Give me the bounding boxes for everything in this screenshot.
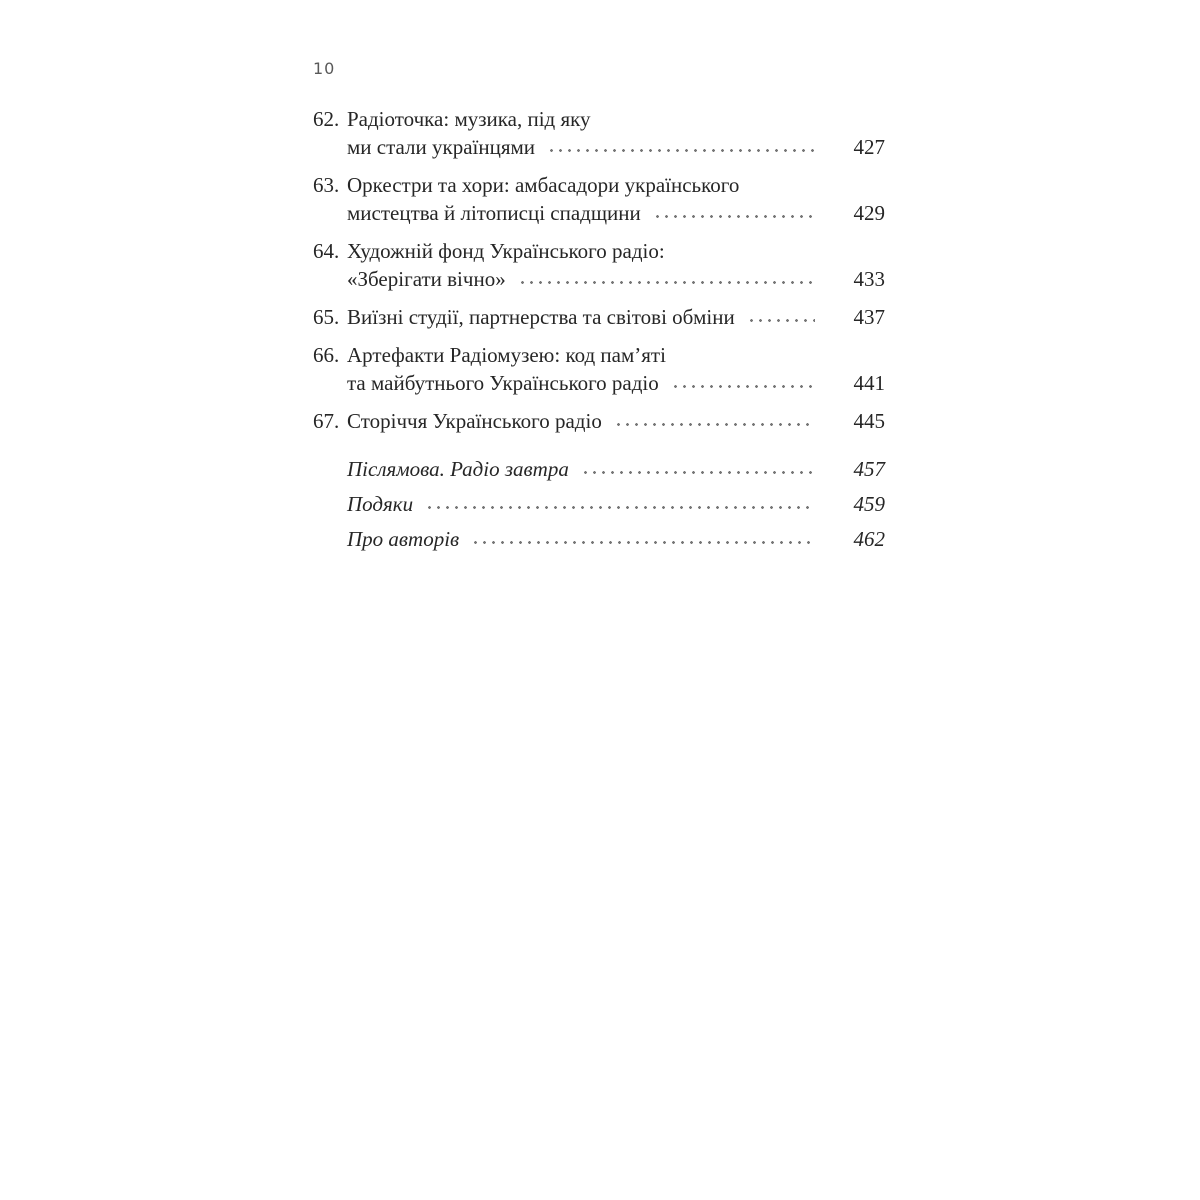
entry-number: 64. [313, 239, 340, 263]
dot-leader [614, 423, 815, 426]
entry-final-line [347, 303, 885, 331]
toc-entry [313, 341, 885, 397]
toc-entry [313, 237, 885, 293]
dot-leader [747, 319, 815, 322]
entry-title-line: Артефакти Радіомузею: код пам’яті [347, 343, 666, 367]
entry-title-line: Оркестри та хори: амбасадори українського [347, 173, 740, 197]
entry-title-line: Сторіччя Українського радіо [347, 409, 602, 433]
backmatter-title: Післямова. Радіо завтра [347, 457, 569, 481]
toc-entry [313, 105, 885, 161]
entry-title-line: Художній фонд Українського радіо: [347, 239, 665, 263]
entry-body [347, 237, 885, 293]
toc-page-ref: 437 [853, 305, 885, 329]
toc-backmatter-entry [313, 525, 885, 553]
toc-page-ref: 445 [853, 409, 885, 433]
entry-final-line [347, 199, 885, 227]
entry-title-line: «Зберігати вічно» [347, 267, 506, 291]
dot-leader [471, 541, 815, 544]
toc-page-ref: 433 [853, 267, 885, 291]
entry-final-line [347, 265, 885, 293]
entry-body [347, 105, 885, 161]
dot-leader [547, 149, 815, 152]
toc-entry [313, 303, 885, 331]
toc-page-ref: 441 [853, 371, 885, 395]
entry-final-line [347, 407, 885, 435]
entry-body [347, 407, 885, 435]
backmatter-title: Про авторів [347, 527, 460, 551]
entry-number: 62. [313, 107, 340, 131]
page-number-folio: 10 [313, 59, 336, 78]
toc-entry [313, 407, 885, 435]
toc-page-ref: 457 [853, 457, 885, 481]
entry-final-line [347, 369, 885, 397]
entry-title-line: та майбутнього Українського радіо [347, 371, 659, 395]
entry-number: 66. [313, 343, 340, 367]
dot-leader [581, 471, 815, 474]
entry-body [347, 303, 885, 331]
table-of-contents [313, 105, 885, 560]
entry-title-line: ми стали українцями [347, 135, 536, 159]
toc-backmatter-entry [313, 455, 885, 483]
toc-page-ref: 429 [853, 201, 885, 225]
toc-entry [313, 171, 885, 227]
toc-page-ref: 462 [853, 527, 885, 551]
toc-page-ref: 427 [853, 135, 885, 159]
dot-leader [653, 215, 815, 218]
entry-final-line [347, 133, 885, 161]
entry-title-line: мистецтва й літописці спадщини [347, 201, 641, 225]
entry-body [347, 171, 885, 227]
entry-number: 65. [313, 305, 340, 329]
dot-leader [425, 506, 815, 509]
dot-leader [671, 385, 815, 388]
dot-leader [518, 281, 815, 284]
entry-title-line: Виїзні студії, партнерства та світові обміни [347, 305, 735, 329]
toc-backmatter [313, 455, 885, 553]
backmatter-title: Подяки [347, 492, 414, 516]
entry-number: 67. [313, 409, 340, 433]
entry-number: 63. [313, 173, 340, 197]
toc-entries [313, 105, 885, 435]
toc-backmatter-entry [313, 490, 885, 518]
entry-body [347, 341, 885, 397]
entry-title-line: Радіоточка: музика, під яку [347, 107, 591, 131]
toc-page-ref: 459 [853, 492, 885, 516]
